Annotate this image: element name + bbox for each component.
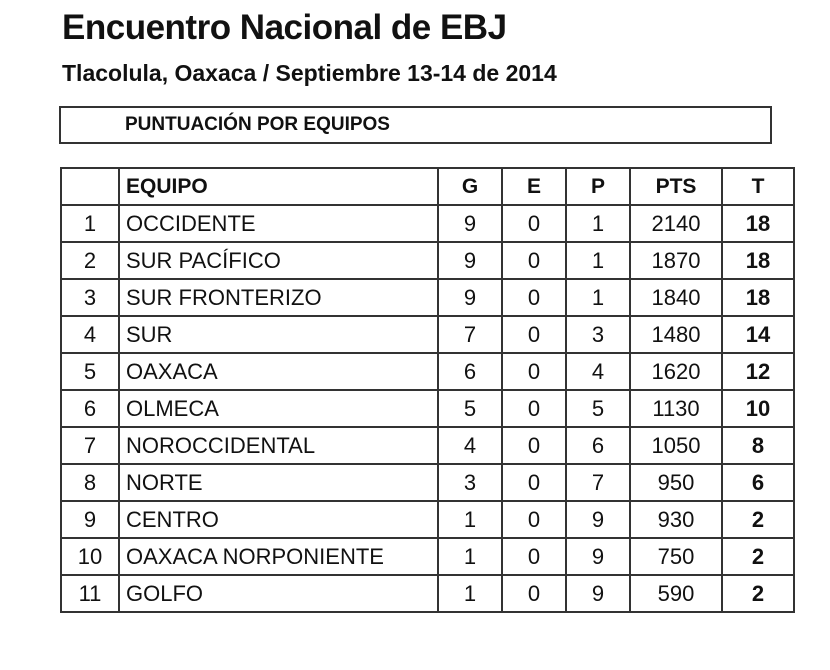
cell-pts: 1840 [630,279,722,316]
cell-e: 0 [502,205,566,242]
cell-p: 3 [566,316,630,353]
cell-rank: 9 [61,501,119,538]
cell-rank: 8 [61,464,119,501]
cell-rank: 10 [61,538,119,575]
cell-pts: 950 [630,464,722,501]
cell-e: 0 [502,279,566,316]
cell-team: SUR [119,316,438,353]
cell-rank: 3 [61,279,119,316]
cell-t: 6 [722,464,794,501]
cell-team: CENTRO [119,501,438,538]
cell-p: 7 [566,464,630,501]
cell-team: SUR PACÍFICO [119,242,438,279]
cell-p: 1 [566,205,630,242]
cell-p: 6 [566,427,630,464]
table-row [61,205,794,242]
cell-pts: 930 [630,501,722,538]
cell-t: 14 [722,316,794,353]
cell-team: GOLFO [119,575,438,612]
cell-team: NOROCCIDENTAL [119,427,438,464]
cell-g: 9 [438,205,502,242]
table-row [61,242,794,279]
table-row [61,353,794,390]
cell-g: 1 [438,538,502,575]
cell-pts: 1620 [630,353,722,390]
cell-p: 4 [566,353,630,390]
cell-g: 7 [438,316,502,353]
column-header-p: P [566,168,630,205]
cell-t: 18 [722,242,794,279]
cell-rank: 6 [61,390,119,427]
cell-pts: 1050 [630,427,722,464]
cell-p: 9 [566,538,630,575]
cell-g: 3 [438,464,502,501]
column-header-team: EQUIPO [119,168,438,205]
cell-e: 0 [502,427,566,464]
cell-g: 1 [438,575,502,612]
cell-team: OAXACA NORPONIENTE [119,538,438,575]
column-header-pts: PTS [630,168,722,205]
cell-e: 0 [502,353,566,390]
table-row [61,316,794,353]
cell-t: 8 [722,427,794,464]
standings-table [60,167,795,613]
cell-g: 6 [438,353,502,390]
page-subtitle: Tlacolula, Oaxaca / Septiembre 13-14 de 2014 [62,60,557,86]
cell-t: 18 [722,279,794,316]
cell-e: 0 [502,464,566,501]
cell-g: 1 [438,501,502,538]
cell-rank: 11 [61,575,119,612]
section-label: PUNTUACIÓN POR EQUIPOS [125,114,390,135]
column-header-rank [61,168,119,205]
cell-p: 1 [566,279,630,316]
cell-e: 0 [502,575,566,612]
table-row [61,279,794,316]
table-row [61,501,794,538]
table-row [61,575,794,612]
cell-rank: 5 [61,353,119,390]
cell-team: OAXACA [119,353,438,390]
column-header-t: T [722,168,794,205]
cell-t: 10 [722,390,794,427]
cell-g: 5 [438,390,502,427]
table-header-row [61,168,794,205]
cell-team: OCCIDENTE [119,205,438,242]
cell-g: 9 [438,242,502,279]
cell-p: 1 [566,242,630,279]
cell-pts: 1130 [630,390,722,427]
cell-e: 0 [502,501,566,538]
table-row [61,427,794,464]
column-header-g: G [438,168,502,205]
cell-e: 0 [502,316,566,353]
cell-e: 0 [502,538,566,575]
cell-p: 9 [566,575,630,612]
cell-t: 2 [722,575,794,612]
cell-g: 9 [438,279,502,316]
cell-team: NORTE [119,464,438,501]
cell-team: OLMECA [119,390,438,427]
cell-t: 18 [722,205,794,242]
cell-pts: 750 [630,538,722,575]
cell-p: 9 [566,501,630,538]
section-header [59,106,772,144]
cell-team: SUR FRONTERIZO [119,279,438,316]
table-row [61,390,794,427]
page-title: Encuentro Nacional de EBJ [62,8,507,47]
cell-t: 2 [722,538,794,575]
cell-rank: 1 [61,205,119,242]
cell-rank: 2 [61,242,119,279]
cell-rank: 4 [61,316,119,353]
table-row [61,538,794,575]
table-row [61,464,794,501]
cell-e: 0 [502,242,566,279]
cell-e: 0 [502,390,566,427]
cell-pts: 1870 [630,242,722,279]
cell-pts: 1480 [630,316,722,353]
cell-g: 4 [438,427,502,464]
cell-pts: 2140 [630,205,722,242]
column-header-e: E [502,168,566,205]
cell-p: 5 [566,390,630,427]
cell-t: 12 [722,353,794,390]
cell-t: 2 [722,501,794,538]
cell-rank: 7 [61,427,119,464]
cell-pts: 590 [630,575,722,612]
